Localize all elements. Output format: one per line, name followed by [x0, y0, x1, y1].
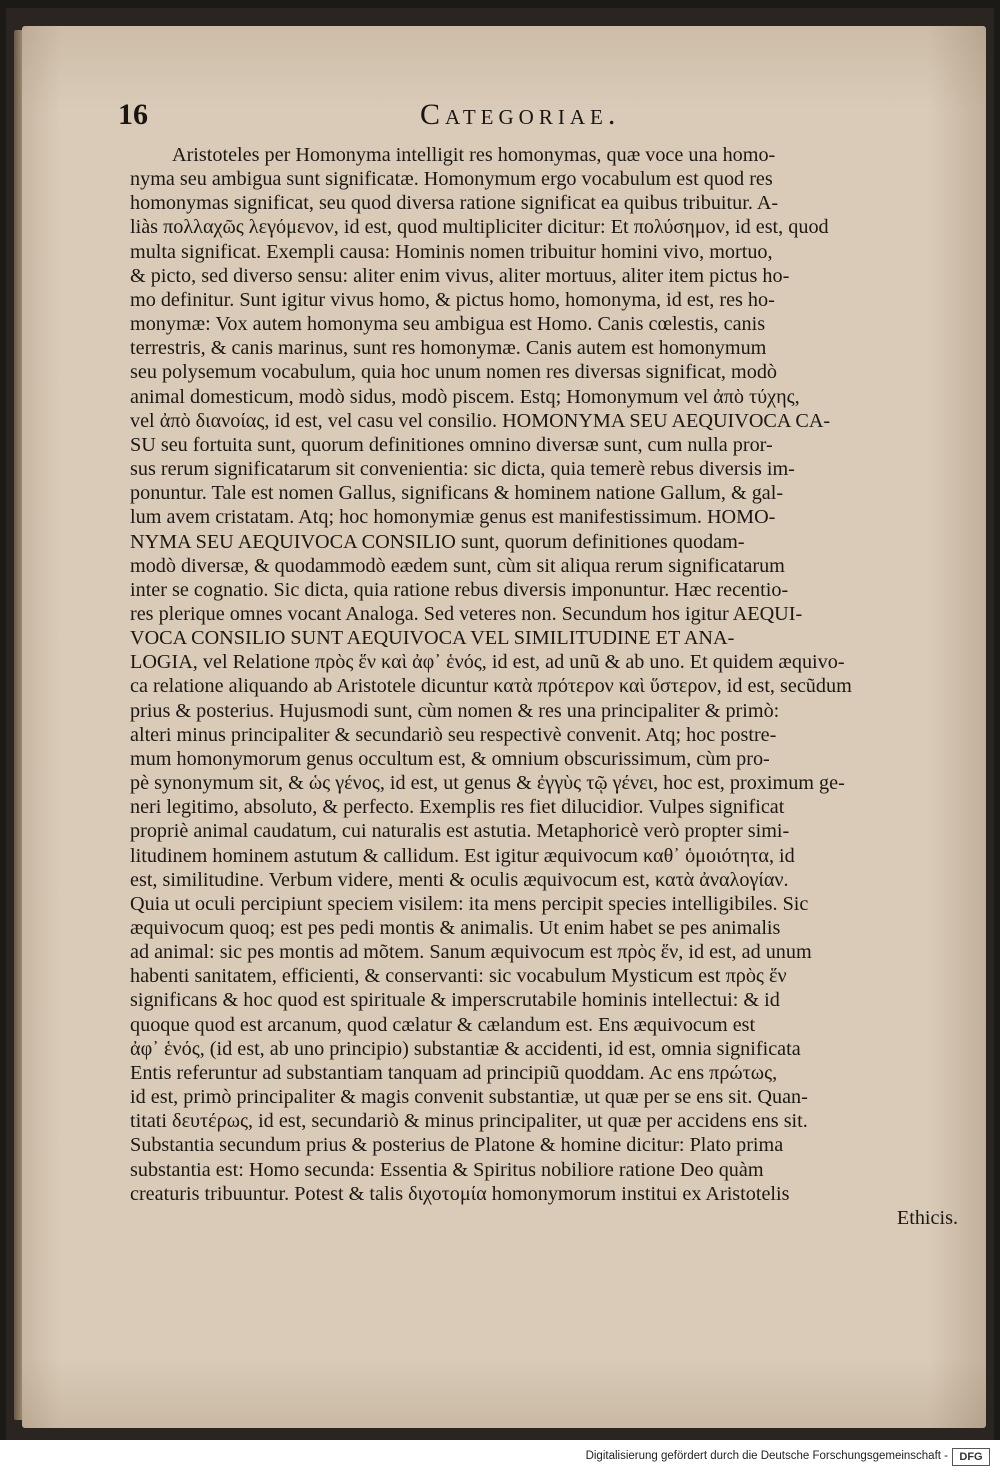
text-line: propriè animal caudatum, cui naturalis est astutia. Metaphoricè verò propter simi-	[130, 820, 790, 843]
text-line: liàs πολλαχῶς λεγόμενον, id est, quod multipliciter dicitur: Et πολύσημον, id est, quod	[130, 216, 829, 239]
text-line: titati δευτέρως, id est, secundariò & minus principaliter, ut quæ per accidens ens sit.	[130, 1110, 808, 1133]
text-line: LOGIA, vel Relatione πρὸς ἕν καὶ ἀφ᾽ ἑνός, id est, ad unũ & ab uno. Et quidem æquivo-	[130, 651, 845, 674]
text-line: ad animal: sic pes montis ad mõtem. Sanum æquivocum est πρὸς ἕν, id est, ad unum	[130, 941, 812, 964]
text-line: vel ἀπὸ διανοίας, id est, vel casu vel consilio. HOMONYMA SEU AEQUIVOCA CA-	[130, 409, 831, 432]
text-line: mum homonymorum genus occultum est, & omnium obscurissimum, cùm pro-	[130, 747, 770, 770]
page-number: 16	[118, 98, 148, 131]
text-line: NYMA SEU AEQUIVOCA CONSILIO sunt, quorum definitiones quodam-	[130, 530, 745, 553]
dfg-logo-icon: DFG	[952, 1448, 990, 1466]
text-line: id est, primò principaliter & magis convenit substantiæ, ut quæ per se ens sit. Quan-	[130, 1086, 808, 1109]
text-line: prius & posterius. Hujusmodi sunt, cùm nomen & res una principaliter & primò:	[130, 699, 780, 722]
text-line: mo definitur. Sunt igitur vivus homo, & pictus homo, homonyma, id est, res ho-	[130, 288, 775, 311]
text-line: litudinem hominem astutum & callidum. Est igitur æquivocum καθ᾽ ὁμοιότητα, id	[130, 844, 795, 867]
text-line: æquivocum quoq; est pes pedi montis & animalis. Ut enim habet se pes animalis	[130, 917, 781, 939]
footer-credit: Digitalisierung gefördert durch die Deutsche Forschungsgemeinschaft -	[585, 1450, 948, 1462]
running-title: Categoriae.	[420, 98, 621, 131]
text-line: res plerique omnes vocant Analoga. Sed veteres non. Secundum hos igitur AEQUI-	[130, 602, 803, 625]
text-line: seu polysemum vocabulum, quia hoc unum nomen res diversas significat, modò	[130, 361, 778, 384]
text-line: terrestris, & canis marinus, sunt res homonymæ. Canis autem est homonymum	[130, 337, 767, 360]
text-line: nyma seu ambigua sunt significatæ. Homonymum ergo vocabulum est quod res	[130, 168, 773, 191]
text-line: ca relatione aliquando ab Aristotele dicuntur κατὰ πρότερον καὶ ὕστερον, id est, secũdum	[130, 675, 852, 698]
text-line: significans & hoc quod est spirituale & imperscrutabile hominis intellectui: & id	[130, 989, 780, 1012]
text-line: & picto, sed diverso sensu: aliter enim vivus, aliter mortuus, aliter item pictus ho-	[130, 264, 790, 287]
text-line: inter se cognatio. Sic dicta, quia ratione rebus diversis imponuntur. Hæc recentio-	[130, 578, 789, 601]
text-line: homonymas significat, seu quod diversa ratione significat ea quibus tribuitur. A-	[130, 192, 779, 215]
text-line: SU seu fortuita sunt, quorum definitiones omnino diversæ sunt, cum nulla pror-	[130, 433, 773, 456]
page-header	[118, 98, 968, 140]
text-line: Substantia secundum prius & posterius de Platone & homine dicitur: Plato prima	[130, 1134, 784, 1157]
text-line: Aristoteles per Homonyma intelligit res homonymas, quæ voce una homo-	[172, 144, 776, 166]
body-text	[130, 143, 962, 1230]
text-line: habenti sanitatem, efficienti, & conservanti: sic vocabulum Mysticum est πρὸς ἕν	[130, 965, 787, 988]
text-line: modò diversæ, & quodammodò eædem sunt, cùm sit aliqua rerum significatarum	[130, 554, 785, 577]
text-line: Quia ut oculi percipiunt speciem visilem: ita mens percipit species intelligibiles. Sic	[130, 892, 809, 915]
text-line: sus rerum significatarum sit convenientia: sic dicta, quia temerè rebus diversis im-	[130, 458, 795, 481]
text-line: pè synonymum sit, & ὡς γένος, id est, ut genus & ἐγγὺς τῷ γένει, hoc est, proximum ge-	[130, 772, 845, 795]
footer-bar	[0, 1440, 1000, 1473]
text-line: ἀφ᾽ ἑνός, (id est, ab uno principio) substantiæ & accidenti, id est, omnia significata	[130, 1037, 801, 1060]
text-line: alteri minus principaliter & secundariò seu respectivè convenit. Atq; hoc postre-	[130, 723, 777, 746]
text-line: animal domesticum, modò sidus, modò piscem. Estq; Homonymum vel ἀπὸ τύχης,	[130, 385, 800, 408]
text-line: multa significat. Exempli causa: Hominis nomen tribuitur homini vivo, mortuo,	[130, 240, 773, 263]
text-line: est, similitudine. Verbum videre, menti & oculis æquivocum est, κατὰ ἀναλογίαν.	[130, 868, 789, 891]
catchword: Ethicis.	[896, 1206, 958, 1229]
text-line: Entis referuntur ad substantiam tanquam ad principiũ quoddam. Ac ens πρώτως,	[130, 1061, 778, 1084]
text-line: creaturis tribuuntur. Potest & talis διχοτομία homonymorum institui ex Aristotelis	[130, 1182, 790, 1205]
text-line: VOCA CONSILIO SUNT AEQUIVOCA VEL SIMILITUDINE ET ANA-	[130, 627, 735, 650]
text-line: monymæ: Vox autem homonyma seu ambigua est Homo. Canis cœlestis, canis	[130, 313, 766, 336]
text-line: quoque quod est arcanum, quod cælatur & cælandum est. Ens æquivocum est	[130, 1013, 756, 1036]
text-line: lum avem cristatam. Atq; hoc homonymiæ genus est manifestissimum. HOMO-	[130, 506, 776, 529]
text-line: neri legitimo, absoluto, & perfecto. Exemplis res fiet dilucidior. Vulpes significat	[130, 796, 785, 819]
text-line: substantia est: Homo secunda: Essentia & Spiritus nobiliore ratione Deo quàm	[130, 1158, 764, 1181]
text-line: ponuntur. Tale est nomen Gallus, significans & hominem natione Gallum, & gal-	[130, 482, 784, 505]
